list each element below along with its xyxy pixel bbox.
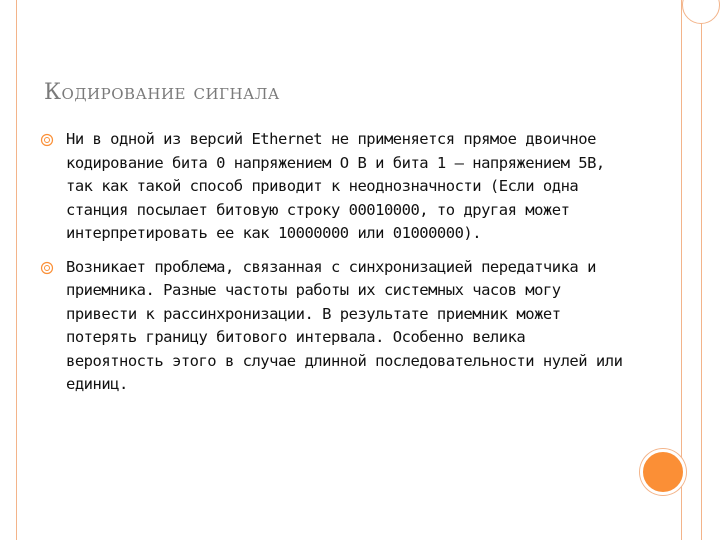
bullet-text: Возникает проблема, связанная с синхронизацией передатчика и приемника. Разные частоты работы их системных часов могу привести к рассинхронизации. В результате приемник может потерять границу битового интервала. Особенно велика вероятность этого в случае длинной последовательности нулей или единиц. xyxy=(66,257,623,393)
bullet-icon xyxy=(40,133,54,147)
slide-title: Кодирование сигнала xyxy=(44,80,280,105)
bullet-list xyxy=(40,128,630,407)
bullet-item xyxy=(40,128,630,246)
bullet-text: Ни в одной из версий Ethernet не применяется прямое двоичное кодирование бита 0 напряжением О В и бита 1 — напряжением 5В, так как такой способ приводит к неоднозначности (Если одна станция посылает битовую строку 00010000, то другая может интерпретировать ее как 10000000 или 01000000). xyxy=(66,130,605,242)
bottom-decor-circle xyxy=(640,449,686,495)
bullet-item xyxy=(40,256,630,397)
bullet-icon xyxy=(40,261,54,275)
